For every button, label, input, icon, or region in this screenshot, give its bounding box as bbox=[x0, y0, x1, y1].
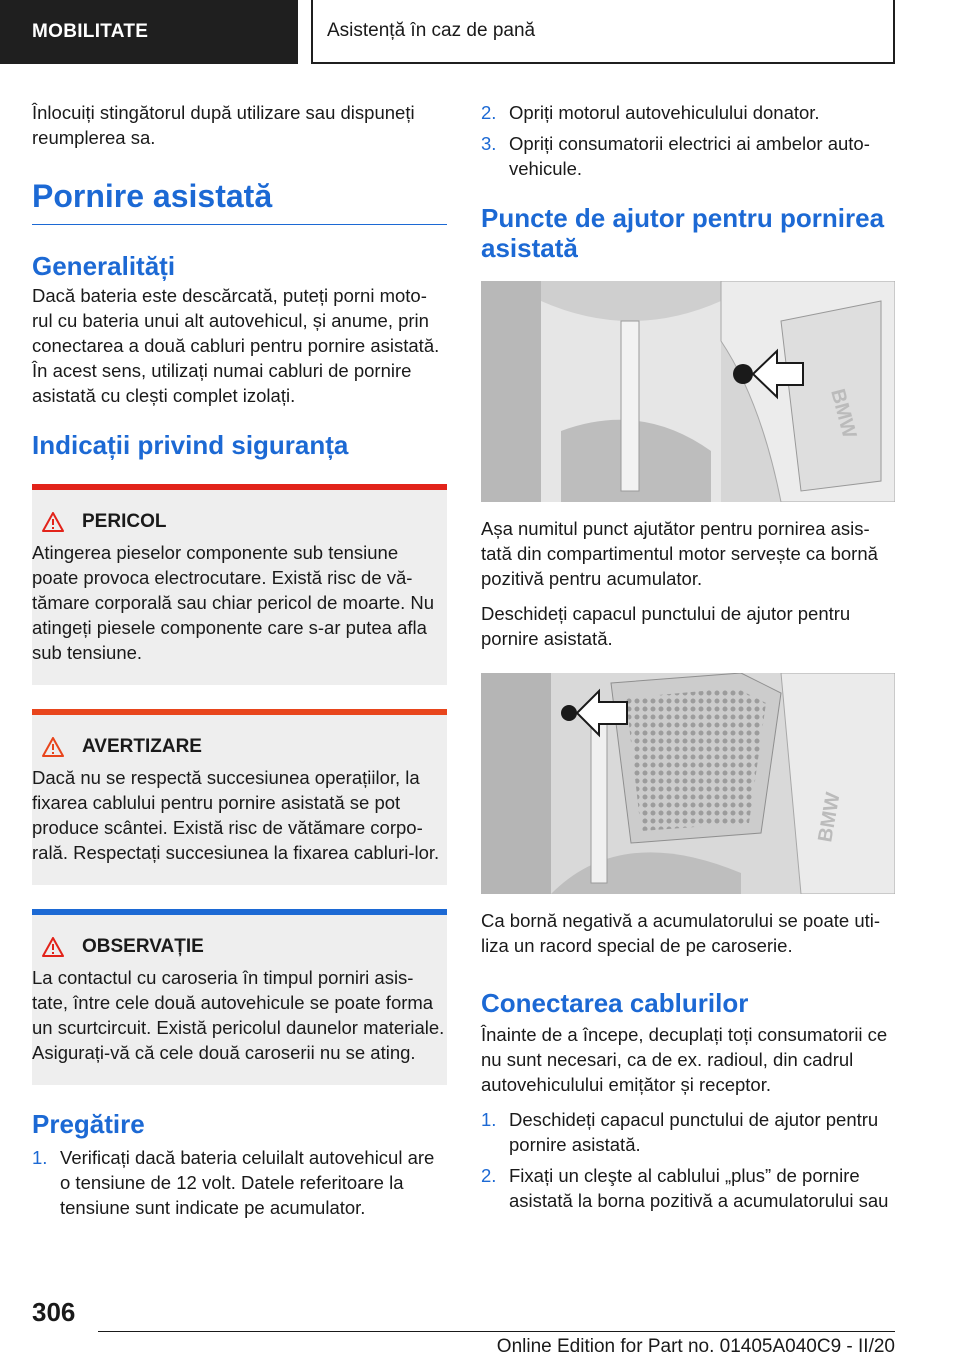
connect-cables-heading: Conectarea cablurilor bbox=[481, 988, 749, 1018]
list-text: Verificați dacă bateria celuilalt autovehicul are o tensiune de 12 volt. Datele referitoare la tensiune sunt indicate pe acumulator. bbox=[60, 1147, 435, 1218]
warning-triangle-icon bbox=[42, 737, 64, 757]
section-title: Pornire asistată bbox=[32, 176, 447, 225]
warning-text: Dacă nu se respectă succesiunea operațiilor, la fixarea cablului pentru pornire asistată se pot produce scântei. Există risc de vătămare corpo-rală. Respectați succesiunea la fixarea cabluri-lor. bbox=[32, 767, 440, 863]
generalities-text: Dacă bateria este descărcată, puteți porni moto-rul cu bateria unui alt autovehicul, și anume, prin conectarea a două cabluri pentru pornire asistată. În acest sens, utilizați numai cabluri de pornire asistată cu clești complet izolați. bbox=[32, 285, 440, 406]
list-item bbox=[481, 100, 895, 125]
list-item bbox=[32, 1145, 447, 1220]
warning-triangle-icon bbox=[42, 937, 64, 957]
open-cover-paragraph: Deschideți capacul punctului de ajutor pentru pornire asistată. bbox=[481, 603, 851, 649]
negative-terminal-paragraph: Ca bornă negativă a acumulatorului se poate uti-liza un racord special de pe caroserie. bbox=[481, 910, 881, 956]
notice-title: OBSERVAȚIE bbox=[82, 936, 204, 957]
list-item bbox=[481, 1163, 895, 1213]
engine-photo-positive-terminal bbox=[481, 281, 895, 502]
right-column bbox=[481, 100, 895, 1213]
danger-note bbox=[32, 484, 447, 685]
list-number: 3. bbox=[481, 133, 497, 154]
generalities-heading: Generalități bbox=[32, 251, 176, 281]
notice-bar bbox=[32, 909, 447, 915]
left-column bbox=[32, 100, 447, 1220]
warning-note bbox=[32, 709, 447, 885]
list-text: Opriți motorul autovehiculului donator. bbox=[509, 102, 820, 123]
steps-list-top bbox=[481, 100, 895, 181]
list-item bbox=[481, 1107, 895, 1157]
warning-title: AVERTIZARE bbox=[82, 736, 202, 757]
list-text: Opriți consumatorii electrici ai ambelor auto-vehicule. bbox=[509, 133, 870, 179]
bmw-lettering: BMW bbox=[814, 790, 845, 844]
list-number: 1. bbox=[481, 1109, 497, 1130]
footer-rule bbox=[98, 1331, 895, 1332]
notice-note bbox=[32, 909, 447, 1085]
list-number: 2. bbox=[481, 1165, 497, 1186]
list-text: Deschideți capacul punctului de ajutor pentru pornire asistată. bbox=[509, 1109, 879, 1155]
edition-label: Online Edition for Part no. 01405A040C9 - II/20 bbox=[496, 1336, 895, 1357]
engine-bay-illustration-2 bbox=[481, 673, 895, 894]
list-text: Fixați un cleşte al cablului „plus” de pornire asistată la borna pozitivă a acumulatorului sau bbox=[509, 1165, 889, 1211]
danger-title: PERICOL bbox=[82, 511, 167, 532]
preparation-list bbox=[32, 1145, 447, 1220]
page-number: 306 bbox=[32, 1297, 76, 1327]
connect-steps-list bbox=[481, 1107, 895, 1213]
engine-photo-negative-terminal bbox=[481, 673, 895, 894]
negative-terminal-marker bbox=[561, 705, 577, 721]
positive-terminal-marker bbox=[733, 364, 753, 384]
list-number: 1. bbox=[32, 1147, 48, 1168]
jump-point-paragraph: Așa numitul punct ajutător pentru pornirea asis-tată din compartimentul motor servește ca bornă pozitivă pentru acumulator. bbox=[481, 518, 878, 589]
danger-text: Atingerea pieselor componente sub tensiune poate provoca electrocutare. Există risc de vă-tămare corporală sau chiar pericol de moarte. Nu atingeți piesele componente care s-ar putea afla sub tensiune. bbox=[32, 542, 435, 663]
list-number: 2. bbox=[481, 102, 497, 123]
header-section-tab: MOBILITATE bbox=[0, 0, 298, 64]
header-chapter-tab: Asistență în caz de pană bbox=[311, 0, 895, 64]
connect-cables-text: Înainte de a începe, decuplați toți consumatorii ce nu sunt necesari, ca de ex. radioul, din cadrul autovehiculului emițător și receptor. bbox=[481, 1024, 888, 1095]
engine-bay-illustration bbox=[481, 281, 895, 502]
bmw-lettering: BMW bbox=[826, 386, 861, 441]
warning-triangle-icon bbox=[42, 512, 64, 532]
preparation-heading: Pregătire bbox=[32, 1109, 145, 1139]
warning-bar bbox=[32, 709, 447, 715]
intro-paragraph: Înlocuiți stingătorul după utilizare sau dispuneți reumplerea sa. bbox=[32, 102, 415, 148]
safety-heading: Indicații privind siguranța bbox=[32, 430, 349, 460]
jump-points-heading: Puncte de ajutor pentru pornirea asistată bbox=[481, 203, 885, 263]
notice-text: La contactul cu caroseria în timpul porniri asis-tate, între cele două autovehicule se poate forma un scurtcircuit. Există pericolul daunelor materiale. Asigurați-vă că cele două caroserii nu se ating. bbox=[32, 967, 445, 1063]
danger-bar bbox=[32, 484, 447, 490]
list-item bbox=[481, 131, 895, 181]
